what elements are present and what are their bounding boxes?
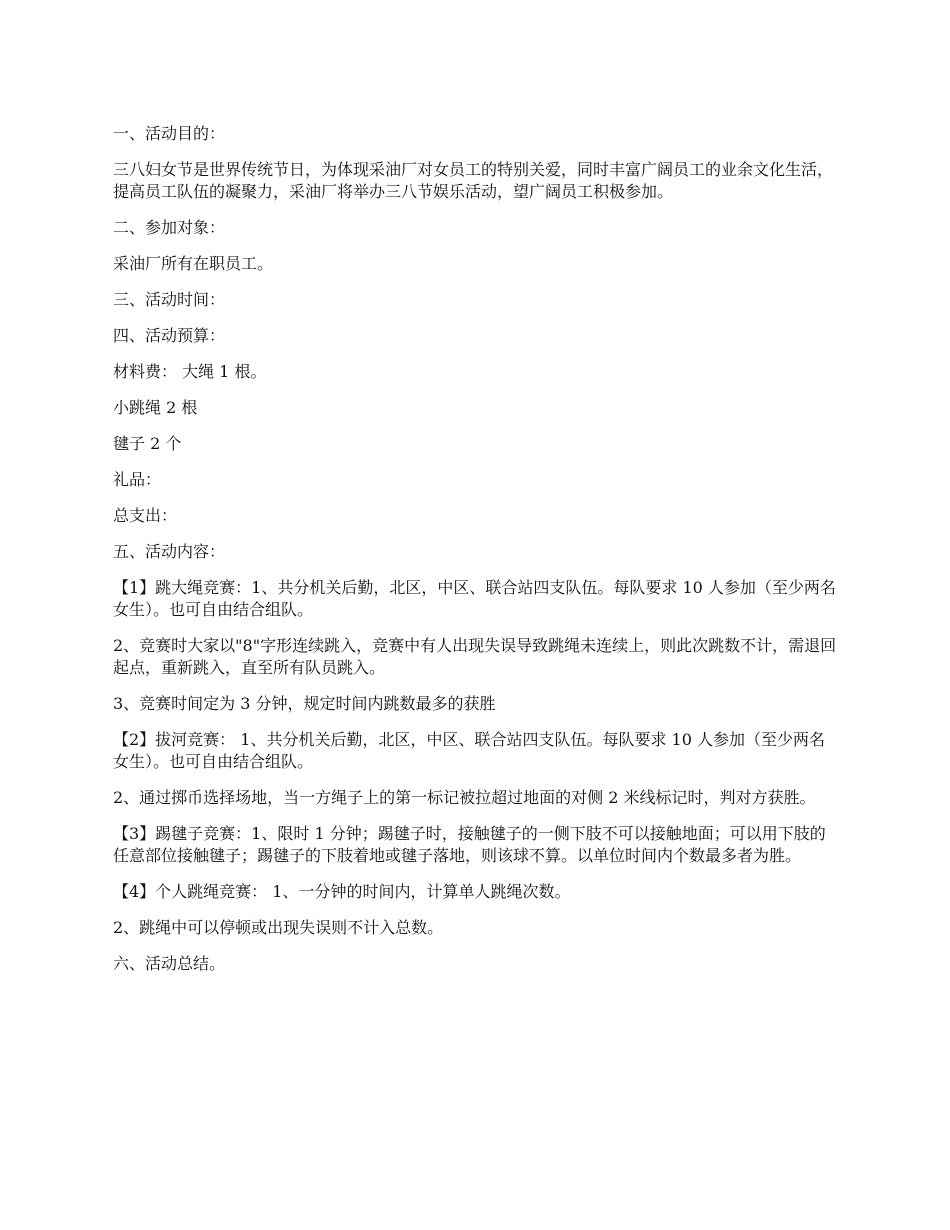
event-1-rule-1: 【1】跳大绳竞赛：1、共分机关后勤，北区，中区、联合站四支队伍。每队要求 10 人参加（至少两名女生）。也可自由结合组队。 (113, 578, 836, 619)
budget-shuttlecock: 毽子 2 个 (113, 434, 182, 453)
event-4-rule-2: 2、跳绳中可以停顿或出现失误则不计入总数。 (113, 918, 444, 937)
heading-content: 五、活动内容： (113, 542, 226, 561)
heading-time: 三、活动时间： (113, 290, 226, 309)
event-2-rule-2: 2、通过掷币选择场地，当一方绳子上的第一标记被拉超过地面的对侧 2 米线标记时，判对方获胜。 (113, 788, 816, 807)
budget-total: 总支出： (113, 506, 178, 525)
event-1-rule-2: 2、竞赛时大家以"8"字形连续跳入，竞赛中有人出现失误导致跳绳未连续上，则此次跳数不计，需退回起点，重新跳入，直至所有队员跳入。 (113, 636, 837, 677)
event-1-rule-3: 3、竞赛时间定为 3 分钟，规定时间内跳数最多的获胜 (113, 694, 496, 713)
paragraph-participants: 采油厂所有在职员工。 (113, 254, 274, 273)
event-4-rule-1: 【4】个人跳绳竞赛： 1、一分钟的时间内，计算单人跳绳次数。 (113, 882, 571, 901)
budget-material: 材料费： 大绳 1 根。 (113, 362, 267, 381)
event-2-rule-1: 【2】拔河竞赛： 1、共分机关后勤，北区，中区、联合站四支队伍。每队要求 10 人参加（至少两名女生）。也可自由结合组队。 (113, 730, 825, 771)
budget-gifts: 礼品： (113, 470, 162, 489)
heading-summary: 六、活动总结。 (113, 954, 226, 973)
event-3-rules: 【3】踢毽子竞赛：1、限时 1 分钟；踢毽子时，接触毽子的一侧下肢不可以接触地面；可以用下肢的任意部位接触毽子；踢毽子的下肢着地或毽子落地，则该球不算。以单位时间内个数最多者为胜。 (113, 824, 826, 865)
heading-budget: 四、活动预算： (113, 326, 226, 345)
heading-purpose: 一、活动目的： (113, 124, 226, 143)
budget-jump-rope: 小跳绳 2 根 (113, 398, 198, 417)
paragraph-purpose: 三八妇女节是世界传统节日，为体现采油厂对女员工的特别关爱，同时丰富广阔员工的业余文化生活，提高员工队伍的凝聚力，采油厂将举办三八节娱乐活动，望广阔员工积极参加。 (113, 160, 834, 201)
heading-participants: 二、参加对象： (113, 218, 226, 237)
document-body (113, 123, 840, 989)
